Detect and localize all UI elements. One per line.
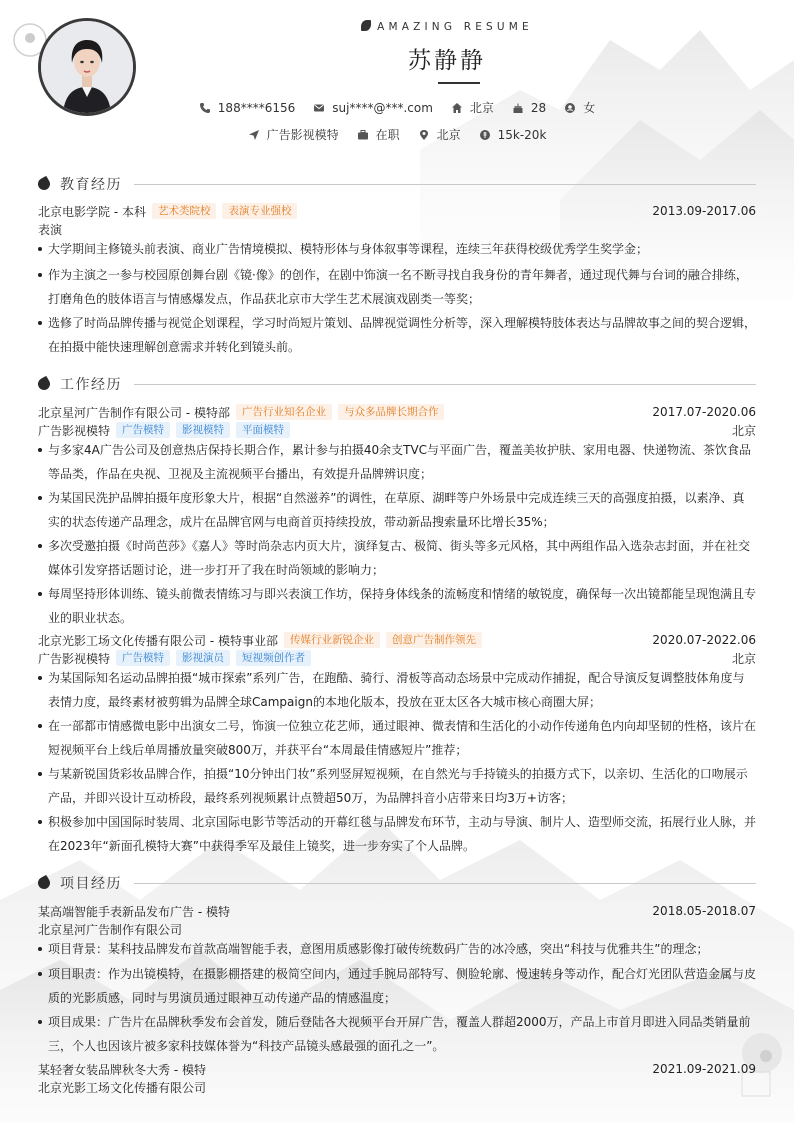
leaf-icon: [36, 176, 52, 192]
user-icon: [564, 102, 576, 114]
company-tag: 创意广告制作领先: [386, 632, 482, 648]
location-pin-icon: [418, 129, 430, 141]
project-bullet: 项目职责：作为出镜模特，在摄影棚搭建的极简空间内，通过手腕局部特写、侧脸轮廓、慢速转身等动作，配合灯光团队营造金属与皮质的光影质感，同时与男演员通过眼神互动传递产品的情感温度；: [38, 962, 756, 1010]
school-tag: 艺术类院校: [152, 203, 217, 219]
work-bullet: 在一部都市情感微电影中出演女二号，饰演一位独立花艺师，通过眼神、微表情和生活化的小动作传递角色内向却坚韧的性格，该片在短视频平台上线后单周播放量突破800万，并获平台“本周最佳情感短片”推荐；: [38, 714, 756, 762]
section-title: 工作经历: [60, 377, 122, 393]
date-range: 2017.07-2020.06: [652, 405, 756, 419]
education-section-header: [38, 175, 756, 193]
date-range: 2013.09-2017.06: [652, 204, 756, 218]
project-bullet: 项目成果：广告片在品牌秋季发布会首发，随后登陆各大视频平台开屏广告，覆盖人群超2000万，产品上市首月即进入同品类销量前三，个人也因该片被多家科技媒体誉为“科技产品镜头感最强的面孔之一”。: [38, 1010, 756, 1058]
gender-item: [564, 99, 595, 116]
leaf-icon: [361, 20, 371, 31]
education-bullet: 作为主演之一参与校园原创舞台剧《镜·像》的创作，在剧中饰演一名不断寻找自我身份的青年舞者，通过现代舞与台词的融合排练，打磨角色的肢体语言与情感爆发点，作品获北京市大学生艺术展演戏剧类一等奖；: [38, 263, 756, 311]
candidate-name: 苏静静: [408, 48, 486, 74]
role-tag: 平面模特: [236, 422, 290, 438]
work-bullet: 与某新锐国货彩妆品牌合作，拍摄“10分钟出门妆”系列竖屏短视频，在自然光与手持镜头的拍摄方式下，以亲切、生活化的口吻展示产品，并即兴设计互动桥段，最终系列视频累计点赞超50万，为品牌抖音小店带来日均3万+访客；: [38, 762, 756, 810]
cake-icon: [512, 102, 524, 114]
coin-icon: [479, 129, 491, 141]
location-item: [451, 99, 494, 116]
expected-city-text: 北京: [436, 128, 461, 142]
company-tag: 与众多品牌长期合作: [338, 404, 445, 420]
school-tag: 表演专业强校: [222, 203, 297, 219]
job-role: 广告影视模特: [38, 423, 111, 438]
email-item: [313, 101, 433, 115]
section-divider: [134, 384, 756, 385]
work-city: 北京: [731, 651, 756, 666]
section-divider: [134, 883, 756, 884]
mail-icon: [313, 102, 325, 114]
school-name: 北京电影学院 - 本科: [38, 204, 146, 219]
gender-text: 女: [583, 101, 596, 115]
project-title: 某轻奢女装品牌秋冬大秀 - 模特: [38, 1062, 206, 1077]
work-city: 北京: [731, 423, 756, 438]
salary-item: [479, 128, 547, 142]
brand-text: AMAZING RESUME: [377, 21, 533, 33]
age-item: [512, 101, 546, 115]
date-range: 2020.07-2022.06: [652, 633, 756, 647]
company-tag: 传媒行业新锐企业: [284, 632, 380, 648]
project-company: 北京星河广告制作有限公司: [38, 922, 183, 937]
work-bullet: 每周坚持形体训练、镜头前微表情练习与即兴表演工作坊，保持身体线条的流畅度和情绪的敏锐度，确保每一次出镜都能呈现饱满且专业的职业状态。: [38, 582, 756, 630]
briefcase-icon: [357, 129, 369, 141]
status-item: [357, 126, 400, 143]
expected-city-item: [418, 126, 461, 143]
education-bullet: 大学期间主修镜头前表演、商业广告情境模拟、模特形体与身体叙事等课程，连续三年获得校级优秀学生奖学金；: [38, 237, 756, 261]
leaf-icon: [36, 376, 52, 392]
job-intent-text: 广告影视模特: [266, 128, 339, 142]
section-title: 项目经历: [60, 876, 122, 892]
work-entry-header: [38, 631, 756, 649]
project-company-row: [38, 920, 756, 938]
projects-section-header: [38, 874, 756, 892]
work-bullet: 多次受邀拍摄《时尚芭莎》《嘉人》等时尚杂志内页大片，演绎复古、极简、街头等多元风格，其中两组作品入选杂志封面，并在社交媒体引发穿搭话题讨论，进一步打开了我在时尚领域的影响力；: [38, 534, 756, 582]
name-divider: [438, 82, 480, 84]
project-company: 北京光影工场文化传播有限公司: [38, 1080, 207, 1095]
job-role: 广告影视模特: [38, 651, 111, 666]
date-range: 2021.09-2021.09: [652, 1062, 756, 1076]
section-divider: [134, 184, 756, 185]
work-bullet: 积极参加中国国际时装周、北京国际电影节等活动的开幕红毯与品牌发布环节，主动与导演、制片人、造型师交流，拓展行业人脉，并在2023年“新面孔模特大赛”中获得季军及最佳上镜奖，进一步夯实了个人品牌。: [38, 810, 756, 858]
home-icon: [451, 102, 463, 114]
phone-icon: [199, 102, 211, 114]
company-name: 北京光影工场文化传播有限公司 - 模特事业部: [38, 633, 278, 648]
phone-item: [199, 101, 295, 115]
phone-number: 188****6156: [217, 100, 296, 115]
role-tag: 广告模特: [116, 422, 170, 438]
location-text: 北京: [469, 101, 494, 115]
work-role-row: [38, 421, 756, 439]
role-tag: 影视模特: [176, 422, 230, 438]
role-tag: 影视演员: [176, 650, 230, 666]
education-major-row: [38, 220, 756, 238]
project-entry-header: [38, 902, 756, 920]
major: 表演: [38, 222, 63, 237]
role-tag: 短视频创作者: [236, 650, 311, 666]
work-entry-header: [38, 403, 756, 421]
work-role-row: [38, 649, 756, 667]
company-name: 北京星河广告制作有限公司 - 模特部: [38, 405, 230, 420]
work-bullet: 为某国民洗护品牌拍摄年度形象大片，根据“自然滋养”的调性，在草原、湖畔等户外场景中完成连续三天的高强度拍摄，以素净、真实的状态传递产品理念，成片在品牌官网与电商首页持续投放，带动新品搜索量环比增长35%；: [38, 486, 756, 534]
work-bullet: 与多家4A广告公司及创意热店保持长期合作，累计参与拍摄40余支TVC与平面广告，覆盖美妆护肤、家用电器、快递物流、茶饮食品等品类，作品在央视、卫视及主流视频平台播出，有效提升品牌辨识度；: [38, 438, 756, 486]
status-text: 在职: [375, 128, 400, 142]
education-entry-header: [38, 202, 756, 220]
brand-tagline: [300, 20, 594, 33]
send-icon: [248, 129, 260, 141]
work-bullet: 为某国际知名运动品牌拍摄“城市探索”系列广告，在跑酷、骑行、滑板等高动态场景中完成动作捕捉，配合导演反复调整肢体角度与表情力度，最终素材被剪辑为品牌全球Campaign的本地化版本，投放在亚太区各大城市核心商圈大屏；: [38, 666, 756, 714]
email-address: suj****@***.com: [332, 100, 433, 115]
job-intent-row: [0, 126, 794, 143]
project-company-row: [38, 1078, 756, 1096]
leaf-icon: [36, 875, 52, 891]
role-tag: 广告模特: [116, 650, 170, 666]
section-title: 教育经历: [60, 177, 122, 193]
date-range: 2018.05-2018.07: [652, 904, 756, 918]
project-title: 某高端智能手表新品发布广告 - 模特: [38, 904, 230, 919]
project-entry-header: [38, 1060, 756, 1078]
project-bullet: 项目背景：某科技品牌发布首款高端智能手表，意图用质感影像打破传统数码广告的冰冷感，突出“科技与优雅共生”的理念；: [38, 937, 756, 961]
education-bullet: 选修了时尚品牌传播与视觉企划课程，学习时尚短片策划、品牌视觉调性分析等，深入理解模特肢体表达与品牌故事之间的契合逻辑，在拍摄中能快速理解创意需求并转化到镜头前。: [38, 311, 756, 359]
contact-row: [0, 99, 794, 116]
work-section-header: [38, 375, 756, 393]
job-intent-item: [248, 126, 339, 143]
age-text: 28: [530, 100, 547, 115]
company-tag: 广告行业知名企业: [236, 404, 332, 420]
salary-text: 15k-20k: [497, 127, 547, 142]
